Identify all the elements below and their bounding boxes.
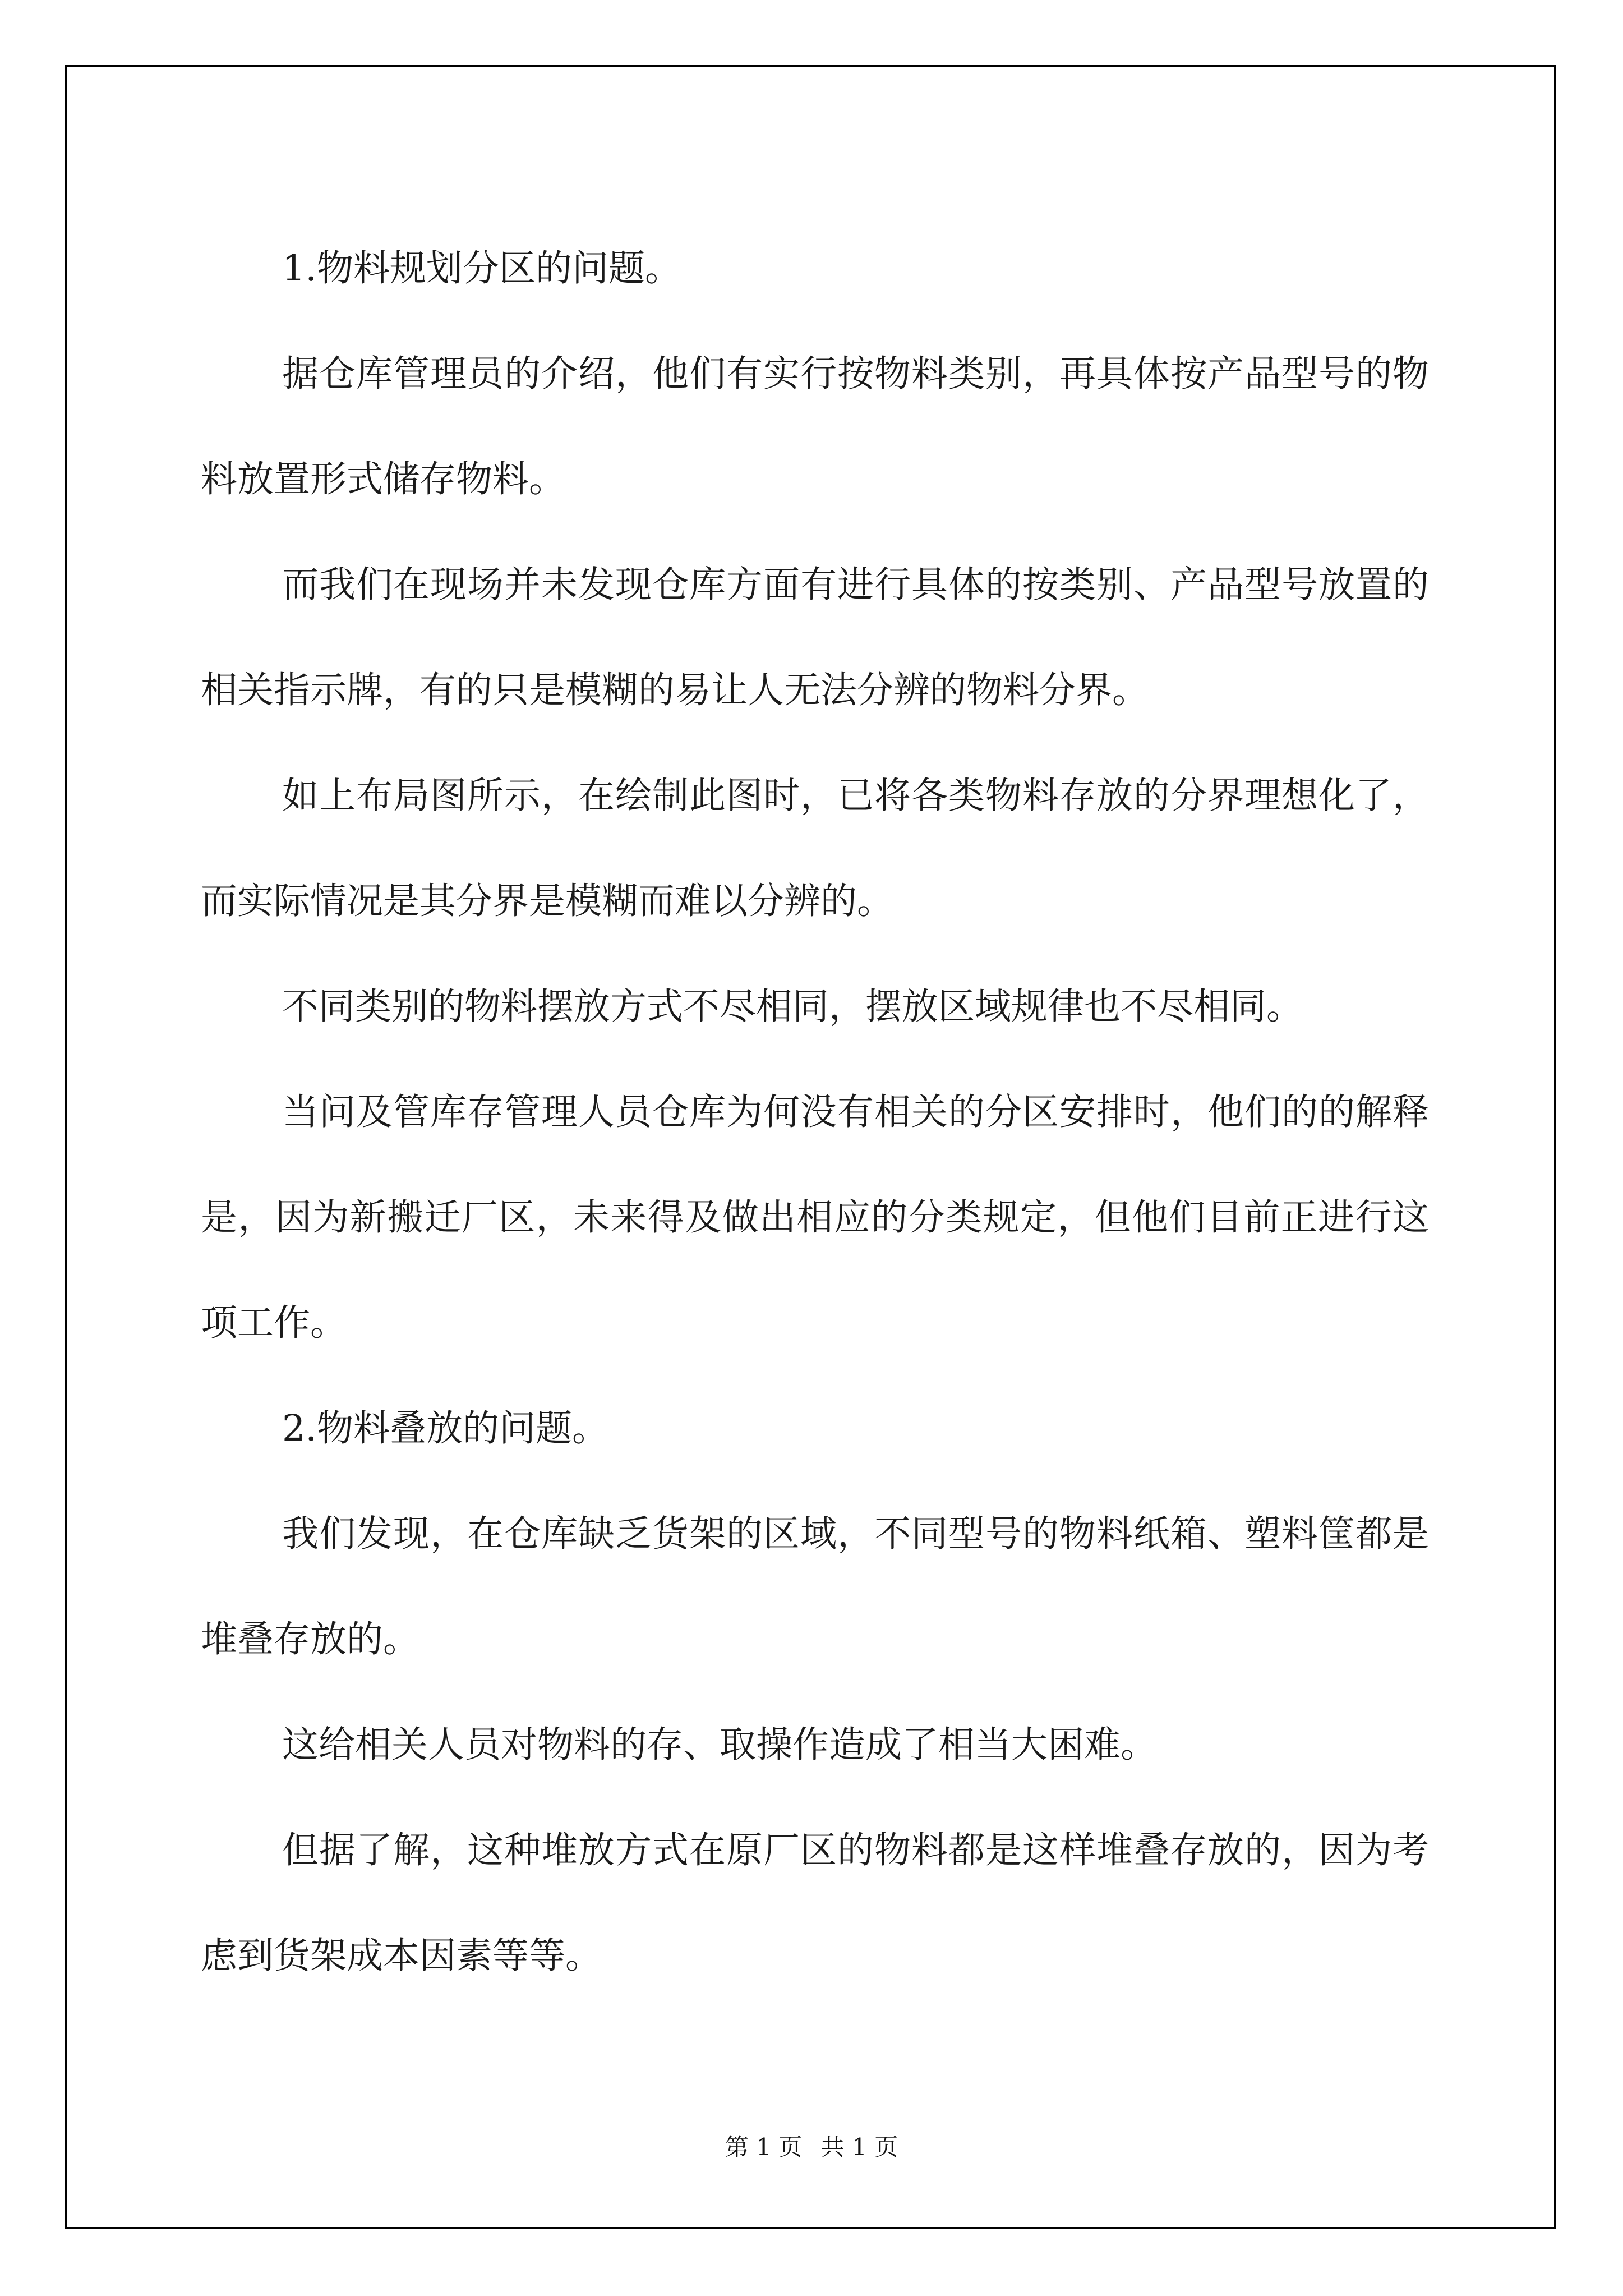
paragraph: 而我们在现场并未发现仓库方面有进行具体的按类别、产品型号放置的相关指示牌，有的只是模糊的易让人无法分辨的物料分界。 — [201, 564, 1429, 711]
page-total: 共 1 页 — [820, 2133, 898, 2161]
page-number: 第 1 页 — [725, 2133, 803, 2161]
page-footer — [0, 2129, 1623, 2162]
paragraph: 但据了解，这种堆放方式在原厂区的物料都是这样堆叠存放的，因为考虑到货架成本因素等等。 — [201, 1829, 1429, 1977]
document-body — [201, 216, 1429, 2009]
paragraph: 如上布局图所示，在绘制此图时，已将各类物料存放的分界理想化了，而实际情况是其分界是模糊而难以分辨的。 — [201, 775, 1429, 922]
paragraph: 不同类别的物料摆放方式不尽相同，摆放区域规律也不尽相同。 — [282, 986, 1303, 1028]
paragraph: 这给相关人员对物料的存、取操作造成了相当大困难。 — [282, 1724, 1158, 1766]
paragraph: 2.物料叠放的问题。 — [282, 1407, 609, 1450]
paragraph: 据仓库管理员的介绍，他们有实行按物料类别，再具体按产品型号的物料放置形式储存物料。 — [201, 353, 1429, 500]
paragraph: 1.物料规划分区的问题。 — [282, 247, 682, 289]
paragraph: 当问及管库存管理人员仓库为何没有相关的分区安排时，他们的的解释是，因为新搬迁厂区，未来得及做出相应的分类规定，但他们目前正进行这项工作。 — [201, 1091, 1429, 1344]
paragraph: 我们发现，在仓库缺乏货架的区域，不同型号的物料纸箱、塑料筐都是堆叠存放的。 — [201, 1513, 1429, 1660]
